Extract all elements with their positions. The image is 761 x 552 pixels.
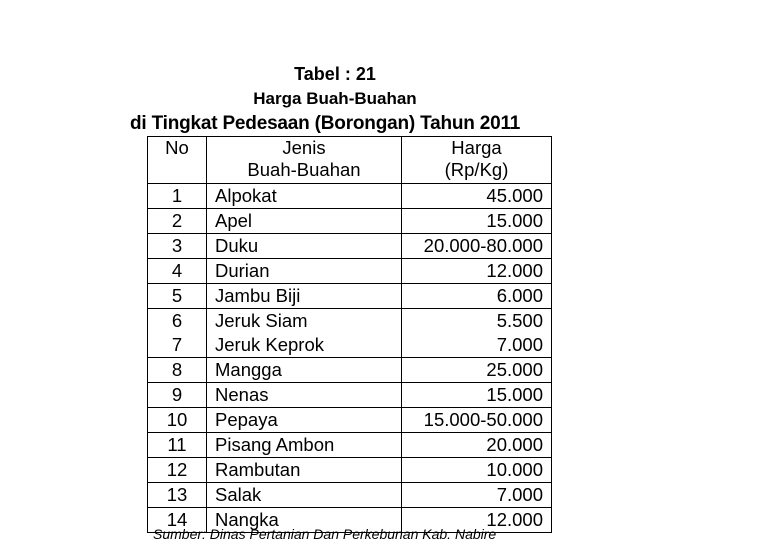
table-row: 1 Alpokat 45.000 [148,184,552,209]
table-row: 12 Rambutan 10.000 [148,458,552,483]
table-row: 14 Nangka 12.000 [148,508,552,533]
header-harga: Harga (Rp/Kg) [402,137,552,184]
price-table [147,136,552,533]
header-row [148,137,552,184]
table-row: 4 Durian 12.000 [148,259,552,284]
header-no: No [148,137,207,184]
table-row: 5 Jambu Biji 6.000 [148,284,552,309]
source-note: Sumber: Dinas Pertanian Dan Perkebunan Kab. Nabire [153,526,497,542]
table-row: 9 Nenas 15.000 [148,383,552,408]
table-title: Harga Buah-Buahan [253,89,417,108]
table-subtitle: di Tingkat Pedesaan (Borongan) Tahun 2011 [130,113,521,134]
table-row: 10 Pepaya 15.000-50.000 [148,408,552,433]
table-row: 11 Pisang Ambon 20.000 [148,433,552,458]
table-row-merged: 6 7 Jeruk Siam Jeruk Keprok 5.500 7.000 [148,309,552,358]
table-row: 3 Duku 20.000-80.000 [148,234,552,259]
table-row: 2 Apel 15.000 [148,209,552,234]
table-number: Tabel : 21 [294,64,376,84]
header-jenis: Jenis Buah-Buahan [207,137,402,184]
table-row: 13 Salak 7.000 [148,483,552,508]
table-row: 8 Mangga 25.000 [148,358,552,383]
